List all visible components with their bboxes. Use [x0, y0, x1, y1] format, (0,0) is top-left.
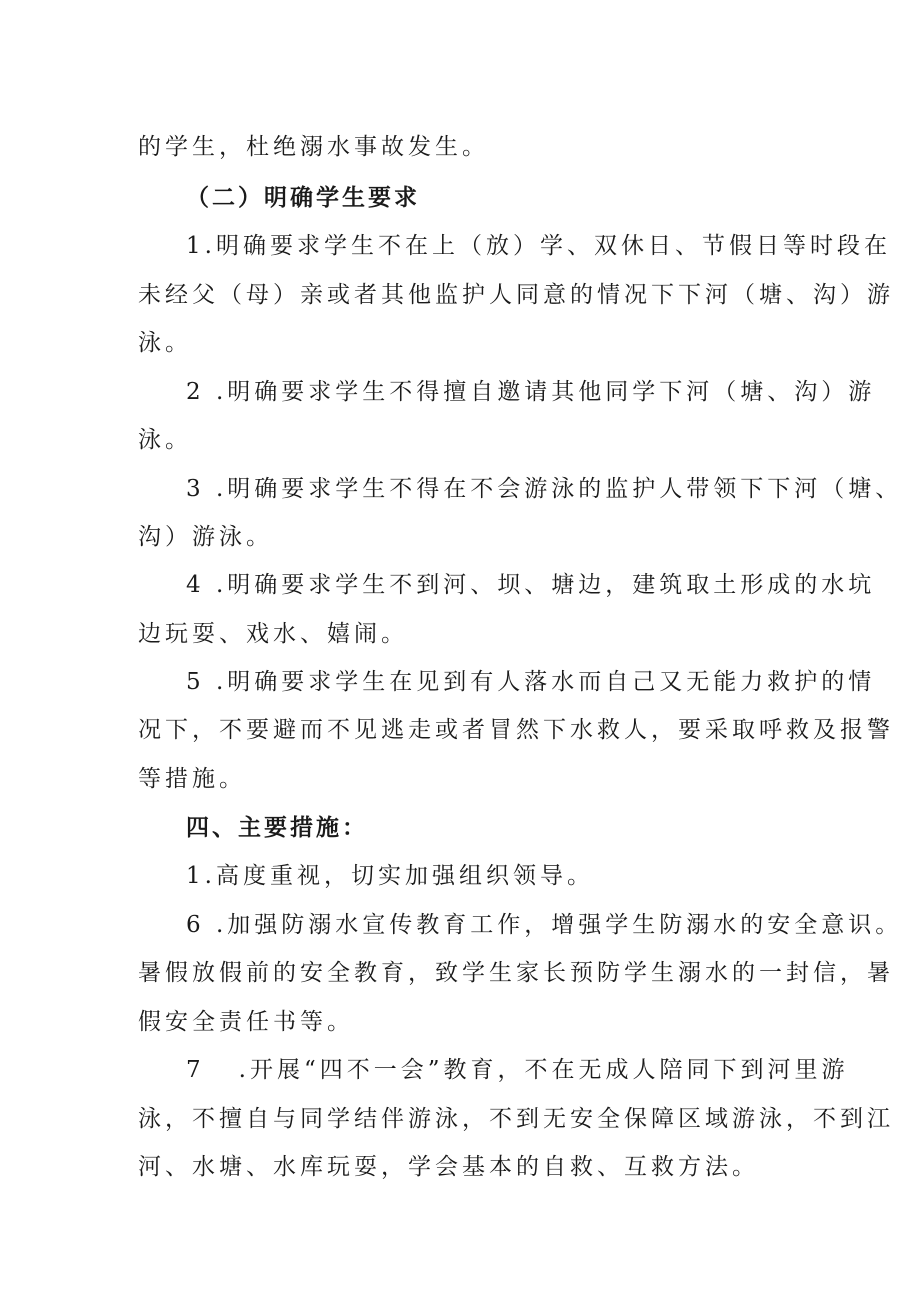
- paragraph-line: 泳。: [138, 427, 192, 453]
- paragraph-line: 泳，不擅自与同学结伴游泳，不到无安全保障区域游泳，不到江: [138, 1106, 894, 1132]
- paragraph-line: 河、水塘、水库玩耍，学会基本的自救、互救方法。: [138, 1154, 759, 1180]
- paragraph-line: 暑假放假前的安全教育，致学生家长预防学生溺水的一封信，暑: [138, 960, 894, 986]
- paragraph-line: 2 .明确要求学生不得擅自邀请其他同学下河（塘、沟）游: [186, 379, 876, 405]
- paragraph-line: 5 .明确要求学生在见到有人落水而自己又无能力救护的情: [186, 669, 876, 695]
- paragraph-line: [186, 1055, 848, 1085]
- paragraph-line: 等措施。: [138, 766, 246, 792]
- item-text: .开展“四不一会”教育，不在无成人陪同下到河里游: [238, 1057, 849, 1083]
- paragraph-line: 的学生，杜绝溺水事故发生。: [138, 134, 489, 160]
- paragraph-line: 假安全责任书等。: [138, 1009, 354, 1035]
- section-heading: 四、主要措施：: [186, 815, 368, 841]
- item-number: 7: [186, 1057, 205, 1083]
- paragraph-line: 泳。: [138, 330, 192, 356]
- section-heading: （二）明确学生要求: [186, 185, 420, 211]
- paragraph-line: 1.高度重视，切实加强组织领导。: [186, 863, 594, 889]
- paragraph-line: 边玩耍、戏水、嬉闹。: [138, 621, 408, 647]
- paragraph-line: 未经父（母）亲或者其他监护人同意的情况下下河（塘、沟）游: [138, 282, 894, 308]
- paragraph-line: 沟）游泳。: [138, 524, 273, 550]
- paragraph-line: 1.明确要求学生不在上（放）学、双休日、节假日等时段在: [186, 233, 891, 259]
- paragraph-line: 4 .明确要求学生不到河、坝、塘边，建筑取土形成的水坑: [186, 572, 876, 598]
- paragraph-line: 况下，不要避而不见逃走或者冒然下水救人，要采取呼救及报警: [138, 717, 894, 743]
- paragraph-line: 3 .明确要求学生不得在不会游泳的监护人带领下下河（塘、: [186, 476, 903, 502]
- paragraph-line: 6 .加强防溺水宣传教育工作，增强学生防溺水的安全意识。: [186, 912, 903, 938]
